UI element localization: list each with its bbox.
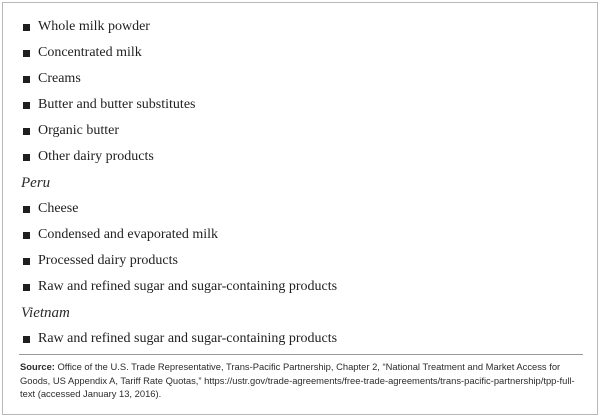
item-label: Organic butter: [38, 123, 119, 138]
item-label: Condensed and evaporated milk: [38, 227, 219, 242]
quota-table-panel: [2, 2, 598, 415]
list-item: [21, 144, 583, 170]
country-heading-peru: Peru: [21, 174, 51, 191]
list-item: [21, 222, 583, 248]
list-item: [21, 14, 583, 40]
list-item: [21, 40, 583, 66]
square-bullet-icon: [23, 232, 30, 239]
square-bullet-icon: [23, 24, 30, 31]
country-heading-vietnam: Vietnam: [21, 304, 70, 321]
source-note: [20, 360, 583, 401]
source-text: Office of the U.S. Trade Representative, Trans-Pacific Partnership, Chapter 2, “National Treatment and Market Access for Goods, US Appendix A, Tariff Rate Quotas,” https://ustr.gov/trade-agreements/free-trade-agreements/trans-pacific-partnership/tpp-full-text (accessed January 13, 2016).: [20, 361, 575, 399]
item-label: Cheese: [38, 201, 79, 216]
list-item: [21, 66, 583, 92]
square-bullet-icon: [23, 50, 30, 57]
list-item: [21, 274, 583, 300]
square-bullet-icon: [23, 102, 30, 109]
item-label: Processed dairy products: [38, 253, 178, 268]
item-label: Whole milk powder: [38, 19, 150, 34]
item-label: Creams: [38, 71, 81, 86]
square-bullet-icon: [23, 258, 30, 265]
list-item: [21, 92, 583, 118]
list-item: [21, 118, 583, 144]
item-label: Other dairy products: [38, 149, 154, 164]
list-item: [21, 196, 583, 222]
list-item: [21, 326, 583, 352]
list-item: [21, 248, 583, 274]
square-bullet-icon: [23, 128, 30, 135]
item-label: Raw and refined sugar and sugar-containing products: [38, 279, 338, 294]
item-label: Raw and refined sugar and sugar-containing products: [38, 331, 338, 346]
item-label: Butter and butter substitutes: [38, 97, 196, 112]
item-label: Concentrated milk: [38, 45, 142, 60]
square-bullet-icon: [23, 154, 30, 161]
square-bullet-icon: [23, 76, 30, 83]
footer-divider: [19, 354, 583, 355]
source-label: Source:: [20, 361, 55, 372]
product-list: [21, 14, 583, 352]
square-bullet-icon: [23, 336, 30, 343]
square-bullet-icon: [23, 206, 30, 213]
square-bullet-icon: [23, 284, 30, 291]
